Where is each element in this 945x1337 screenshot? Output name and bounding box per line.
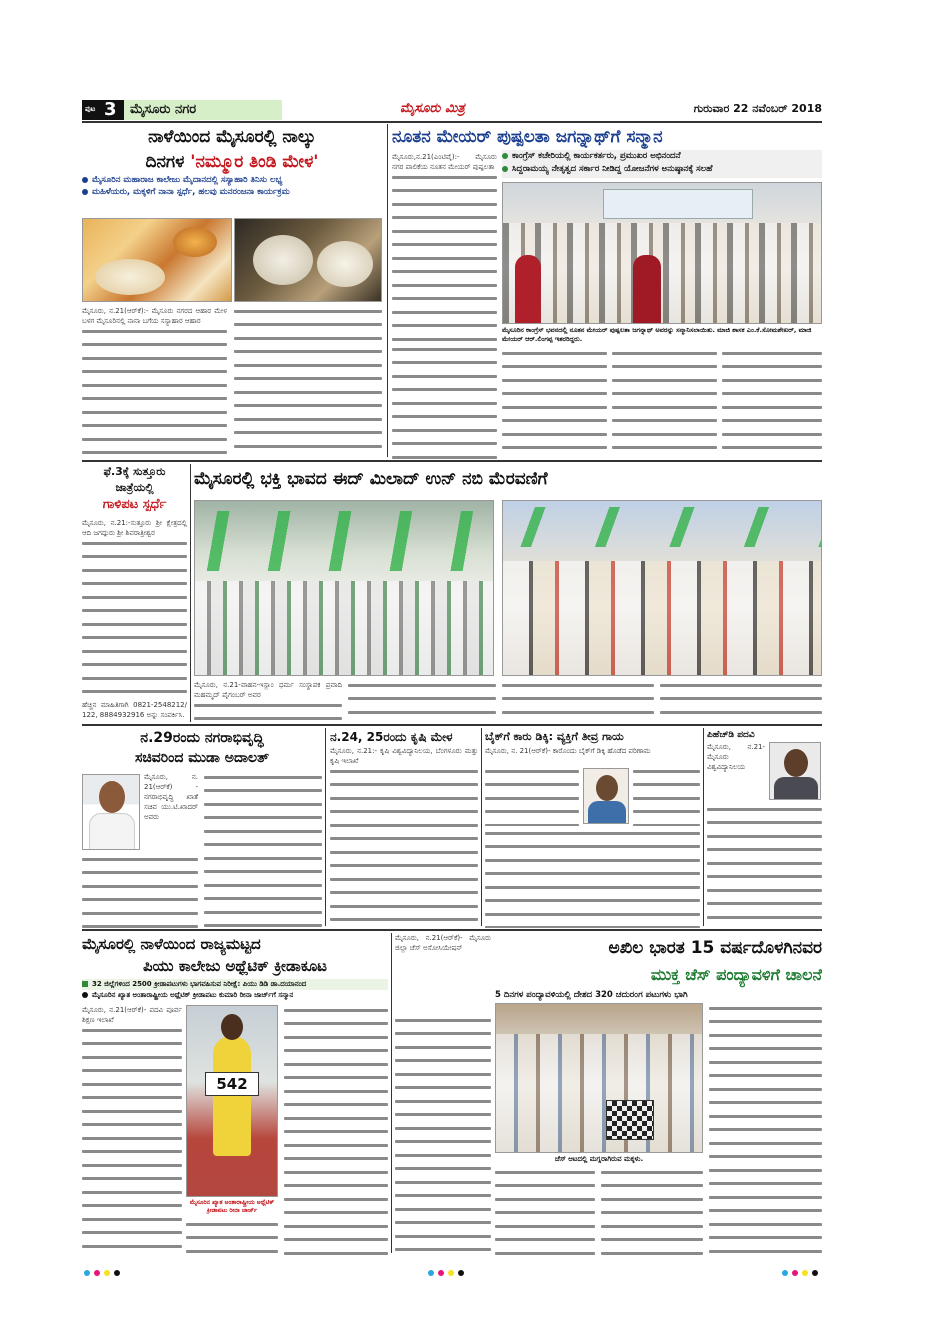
magenta-mark-icon xyxy=(438,1270,444,1276)
registration-marks-left xyxy=(84,1262,124,1270)
shirt xyxy=(89,813,135,850)
body-text-lines xyxy=(502,352,607,460)
dateline: ಮೈಸೂರು, ನ.21- ಮೈಸೂರು ವಿಶ್ವವಿದ್ಯಾನಿಲಯ xyxy=(707,743,765,771)
athlete-photo xyxy=(186,1005,278,1197)
dateline: ಮೈಸೂರು, ನ. 21(ಆರ್‌ಕೆ)- ಕಾರೊಂದು ಬೈಕ್‌ಗೆ ಡಿಕ್ಕಿ ಹೊಡೆದ ಪರಿಣಾಮ xyxy=(485,747,651,755)
cyan-mark-icon xyxy=(428,1270,434,1276)
story9-col2-bottom xyxy=(186,1219,278,1255)
bullet-2-text: ಸಿದ್ದರಾಮಯ್ಯ ನೇತೃತ್ವದ ಸರ್ಕಾರ ನೀಡಿದ್ದ ಯೋಜನೆಗಳ ಅನುಷ್ಠಾನಕ್ಕೆ ಸಲಹೆ xyxy=(512,164,713,174)
cyan-mark-icon xyxy=(782,1270,788,1276)
black-mark-icon xyxy=(458,1270,464,1276)
chess-hall-photo xyxy=(495,1003,703,1153)
story10-col2-bottom xyxy=(495,1167,595,1255)
crowd xyxy=(503,223,822,324)
story-tindi-mela xyxy=(82,124,382,459)
body-text-lines xyxy=(82,542,187,701)
column-divider xyxy=(190,464,191,722)
contact-info xyxy=(707,926,822,929)
eid-col4 xyxy=(660,680,822,722)
thali-plate-icon xyxy=(317,241,373,287)
black-mark-icon xyxy=(812,1270,818,1276)
body-text-lines xyxy=(186,1223,278,1256)
story2-col3 xyxy=(612,348,717,459)
dateline: ಮೈಸೂರು, ನ. 21(ಆರ್‌ಕೆ) - ನಗರಾಭಿವೃದ್ಧಿ ಖಾತೆ ಸಚಿವ ಯು.ಟಿ.ಖಾದರ್ ಅವರು xyxy=(144,773,198,821)
face xyxy=(596,775,618,801)
page-header xyxy=(82,100,822,122)
athlete-head xyxy=(221,1014,243,1040)
issue-date: ಗುರುವಾರ 22 ನವೆಂಬರ್ 2018 xyxy=(693,102,822,115)
body-text-lines xyxy=(82,1029,182,1256)
column-divider xyxy=(325,728,326,926)
bullet-dot-icon xyxy=(502,153,508,159)
story5-col1-right xyxy=(144,772,198,852)
victim-portrait xyxy=(583,768,629,824)
dateline: ಮೈಸೂರು, ನ.21(ಆರ್‌ಕೆ)- ಪದವಿ ಪೂರ್ವ ಶಿಕ್ಷಣ ಇಲಾಖೆ xyxy=(82,1006,182,1024)
registration-marks-center xyxy=(428,1262,468,1270)
crowd-white-caps xyxy=(195,581,494,676)
header-rule xyxy=(82,121,822,123)
yellow-mark-icon xyxy=(104,1270,110,1276)
column-divider xyxy=(703,728,704,926)
column-divider xyxy=(387,124,388,457)
plate-icon xyxy=(95,259,165,295)
story10-col4 xyxy=(709,1003,822,1255)
thali-photo-right xyxy=(234,218,382,302)
bullet-2 xyxy=(502,163,822,176)
story-krishi-mela xyxy=(330,728,478,928)
story9-col1 xyxy=(82,1005,182,1255)
bullet-dot-icon xyxy=(502,166,508,172)
bullet-1-box xyxy=(82,979,388,990)
bullet-1 xyxy=(82,174,382,186)
story8-top-text xyxy=(707,742,765,802)
shirt xyxy=(588,801,626,824)
body-text-lines xyxy=(395,1019,491,1256)
race-bib: 542 xyxy=(205,1072,259,1096)
eid-col1 xyxy=(194,680,342,722)
headline-line2: ಪಿಯು ಕಾಲೇಜು ಅಥ್ಲೆಟಿಕ್ ಕ್ರೀಡಾಕೂಟ xyxy=(143,957,327,975)
men-in-white xyxy=(503,561,822,676)
headline-line2a: ದಿನಗಳ xyxy=(145,152,185,172)
headline-line2 xyxy=(82,150,382,174)
story7-col-left xyxy=(485,766,579,826)
body-text-lines xyxy=(82,330,227,457)
dateline: ಮೈಸೂರು, ನ.21(ಆರ್‌ಕೆ):- ಮೈಸೂರು ನಗರದ ಆಹಾರ ಮೇಳ ಬಳಗ ಮೈಸೂರಿನಲ್ಲಿ ನಾನಾ ಬಗೆಯ ಸಸ್ಯಾಹಾರ ಆಹಾರ xyxy=(82,307,227,325)
eid-col3 xyxy=(502,680,654,722)
magenta-mark-icon xyxy=(94,1270,100,1276)
story-kite-contest xyxy=(82,464,187,722)
body-text-lines xyxy=(495,1171,595,1256)
minister-portrait xyxy=(82,774,140,850)
headline: ನೂತನ ಮೇಯರ್ ಪುಷ್ಪಲತಾ ಜಗನ್ನಾಥ್‌ಗೆ ಸನ್ಮಾನ xyxy=(392,127,663,147)
bullet-dot-icon xyxy=(82,177,88,183)
photo-caption: ಚೆಸ್ ಆಟದಲ್ಲಿ ಮಗ್ನರಾಗಿರುವ ಮಕ್ಕಳು. xyxy=(554,1155,644,1163)
body-text-lines xyxy=(660,684,822,723)
dateline: ಮೈಸೂರು, ನ.21:- ಕೃಷಿ ವಿಶ್ವವಿದ್ಯಾನಿಲಯ, ಬೆಂಗಳೂರು ಮತ್ತು ಕೃಷಿ ಇಲಾಖೆ xyxy=(330,747,478,765)
bowl-icon xyxy=(173,227,217,257)
body-text-lines xyxy=(82,858,198,929)
thali-plate-icon xyxy=(253,235,313,285)
page-number-tab xyxy=(82,100,124,120)
story7-body xyxy=(485,828,700,928)
headline-line1: ನ.29ರಂದು ನಗರಾಭಿವೃದ್ಧಿ xyxy=(140,730,264,746)
dignitaries-photo xyxy=(502,500,822,676)
photo-caption: ಮೈಸೂರಿನ ಕಾಂಗ್ರೆಸ್ ಭವನದಲ್ಲಿ ನೂತನ ಮೇಯರ್ ಪುಷ್ಪಲತಾ ಜಗನ್ನಾಥ್ ಅವರನ್ನು ಸನ್ಮಾನಿಸಲಾಯಿತು. ಮಾಜಿ ಶಾಸಕ ಎಂ.ಕೆ.ಸೋಮಶೇಖರ್, ಮಾಜಿ ಮೇಯರ್ ಆರ್.ಲಿಂಗಪ್ಪ ಇತರರಿದ್ದರು. xyxy=(502,326,812,343)
column-divider xyxy=(391,933,392,1253)
story10-col1 xyxy=(395,1015,491,1255)
story8-body xyxy=(707,804,822,928)
section-rule xyxy=(82,460,822,462)
bullet-2-text: ಮೈಸೂರಿನ ಖ್ಯಾತ ಅಂತಾರಾಷ್ಟ್ರೀಯ ಅಥ್ಲೆಟಿಕ್ ಕ್ರೀಡಾಪಟು ಕುಮಾರಿ ರೀನಾ ಜಾರ್ಜ್‌ಗೆ ಸನ್ಮಾನ xyxy=(92,991,294,999)
headline: ಪಿಹೆಚ್‌ಡಿ ಪದವಿ xyxy=(707,730,755,740)
headline-line1: ಮೈಸೂರಲ್ಲಿ ನಾಳೆಯಿಂದ ರಾಜ್ಯಮಟ್ಟದ xyxy=(82,935,261,953)
story2-col1 xyxy=(392,344,497,459)
headline-line2: ಜಾತ್ರೆಯಲ್ಲಿ xyxy=(115,481,154,494)
black-mark-icon xyxy=(114,1270,120,1276)
headline-line2: ಸಚಿವರಿಂದ ಮುಡಾ ಅದಾಲತ್ xyxy=(134,750,270,766)
story-phd xyxy=(707,728,822,928)
body-text-lines xyxy=(502,684,654,723)
green-flags xyxy=(503,507,822,547)
yellow-mark-icon xyxy=(448,1270,454,1276)
bullet-1-text: 32 ಜಿಲ್ಲೆಗಳಿಂದ 2500 ಕ್ರೀಡಾಪಟುಗಳು ಭಾಗವಹಿಸುವ ನಿರೀಕ್ಷೆ: ಪಿಯು ಡಿಡಿ ಡಾ.ದಯಾನಂದ xyxy=(92,980,307,988)
story2-col4 xyxy=(722,348,822,459)
story9-col3 xyxy=(284,1005,388,1255)
headline-line1: ಅಖಿಲ ಭಾರತ 15 ವರ್ಷದೊಳಗಿನವರ xyxy=(608,938,822,958)
story-pu-athletics xyxy=(82,933,388,1255)
story-muda-adalat xyxy=(82,728,322,928)
bullet-2-text: ಮಹಿಳೆಯರು, ಮಕ್ಕಳಿಗೆ ನಾನಾ ಸ್ಪರ್ಧೆ, ಹಲವು ಮನರಂಜನಾ ಕಾರ್ಯಕ್ರಮ xyxy=(92,187,290,197)
shirt xyxy=(774,777,818,800)
body-text-lines xyxy=(234,310,382,457)
story-eid-procession xyxy=(194,464,822,722)
yellow-mark-icon xyxy=(802,1270,808,1276)
eid-col2 xyxy=(348,680,496,722)
body-text-lines xyxy=(633,770,700,827)
cyan-mark-icon xyxy=(84,1270,90,1276)
page-number: 3 xyxy=(104,100,117,120)
procession-photo xyxy=(194,500,494,676)
bullet-dot-icon xyxy=(82,189,88,195)
story2-col2 xyxy=(502,348,607,459)
chess-tables xyxy=(496,1034,703,1153)
body-text-lines xyxy=(722,352,822,460)
body-text-lines xyxy=(330,770,478,929)
bullet-dot-icon xyxy=(82,992,88,998)
story-chess xyxy=(395,933,822,1255)
dateline: ಮೈಸೂರು, ನ.21-ವಾಹನ-ಇಸ್ಲಾಂ ಧರ್ಮ ಸಂಸ್ಥಾಪಕ ಪ್ರವಾದಿ ಮಹಮ್ಮದ್ ಪೈಗಂಬರ್ ಅವರ xyxy=(194,681,342,699)
bullets-box xyxy=(502,150,822,178)
photo-caption: ಮೈಸೂರಿನ ಖ್ಯಾತ ಅಂತಾರಾಷ್ಟ್ರೀಯ ಅಥ್ಲೆಟಿಕ್ ಕ್ರೀಡಾಪಟು ರೀನಾ ಜಾರ್ಜ್ xyxy=(189,1199,275,1214)
body-text-lines xyxy=(485,832,700,929)
green-flags xyxy=(195,511,494,571)
body-text-lines xyxy=(392,176,497,343)
mayor-group-photo xyxy=(502,182,822,324)
contact-info: ಹೆಚ್ಚಿನ ಮಾಹಿತಿಗಾಗಿ 0821-2548212/ 122, 8884932916 ಅನ್ನು ಸಂಪರ್ಕಿಸಿ. xyxy=(82,701,187,719)
headline-line1: ಫೆ.3ಕ್ಕೆ ಸುತ್ತೂರು xyxy=(103,465,166,478)
body-text-lines xyxy=(392,348,497,460)
headline: ಮೈಸೂರಲ್ಲಿ ಭಕ್ತಿ ಭಾವದ ಈದ್ ಮಿಲಾದ್ ಉನ್ ನಬಿ ಮೆರವಣಿಗೆ xyxy=(194,469,548,489)
magenta-mark-icon xyxy=(792,1270,798,1276)
headline-line1: ನಾಳೆಯಿಂದ ಮೈಸೂರಲ್ಲಿ ನಾಲ್ಕು xyxy=(148,127,316,147)
headline-line3: ಗಾಳಿಪಟ ಸ್ಪರ್ಧೆ xyxy=(102,497,167,512)
dateline: ಮೈಸೂರು,ನ.21(ಎಂಟಿವೈ):- ಮೈಸೂರು ನಗರ ಪಾಲಿಕೆಯ ನೂತನ ಮೇಯರ್ ಪುಷ್ಪಲತಾ xyxy=(392,153,497,171)
story7-col-right xyxy=(633,766,700,826)
face xyxy=(784,749,808,777)
page-label: ಪುಟ xyxy=(85,105,96,113)
story-bike-accident xyxy=(485,728,700,928)
headline-line2: ಮುಕ್ತ ಚೆಸ್ ಪಂದ್ಯಾವಳಿಗೆ ಚಾಲನೆ xyxy=(650,965,822,984)
body-text-lines xyxy=(284,1009,388,1256)
bullet-1-text: ಕಾಂಗ್ರೆಸ್ ಕಚೇರಿಯಲ್ಲಿ ಕಾರ್ಯಕರ್ತರು, ಪ್ರಮುಖರ ಅಭಿನಂದನೆ xyxy=(512,151,681,161)
snacks-photo-left xyxy=(82,218,232,302)
face xyxy=(99,781,125,813)
body-text-lines xyxy=(709,1007,822,1256)
story10-col3-bottom xyxy=(601,1167,703,1255)
story1-col2 xyxy=(234,306,382,456)
bullet-1-text: ಮೈಸೂರಿನ ಮಹಾರಾಜ ಕಾಲೇಜು ಮೈದಾನದಲ್ಲಿ ಸಸ್ಯಾಹಾರಿ ತಿನಿಸು ಲಭ್ಯ xyxy=(92,175,283,185)
headline-line2b: 'ನಮ್ಮೂರ ತಿಂಡಿ ಮೇಳ' xyxy=(190,152,319,172)
bullet-2-box xyxy=(82,990,388,1001)
section-rule xyxy=(82,929,822,931)
athlete-figure xyxy=(213,1036,251,1156)
body-text-lines xyxy=(707,808,822,926)
body-text-lines xyxy=(612,352,717,460)
bullet-1 xyxy=(502,150,822,163)
section-rule xyxy=(82,724,822,726)
body-text-lines xyxy=(194,704,342,723)
subhead: 5 ದಿನಗಳ ಪಂದ್ಯಾವಳಿಯಲ್ಲಿ ದೇಶದ 320 ಚದುರಂಗ ಪಟುಗಳು ಭಾಗಿ xyxy=(495,990,688,1000)
dateline: ಮೈಸೂರು, ನ.21:-ಸುತ್ತೂರು ಶ್ರೀ ಕ್ಷೇತ್ರದಲ್ಲಿ ಆದಿ ಜಗದ್ಗುರು ಶ್ರೀ ಶಿವರಾತ್ರೀಶ್ವರ xyxy=(82,519,187,537)
body-text-lines xyxy=(348,684,496,723)
story5-col1-bottom xyxy=(82,854,198,928)
masthead: ಮೈಸೂರು ಮಿತ್ರ xyxy=(400,101,465,116)
story2-col-top xyxy=(392,152,497,342)
banner xyxy=(603,189,753,219)
headline: ಬೈಕ್‌ಗೆ ಕಾರು ಡಿಕ್ಕಿ: ವ್ಯಕ್ತಿಗೆ ತೀವ್ರ ಗಾಯ xyxy=(485,730,624,743)
body-text-lines xyxy=(485,770,579,827)
story-mayor xyxy=(392,124,822,459)
woman-in-red-saree xyxy=(633,255,661,324)
scholar-portrait xyxy=(769,742,821,800)
story1-col1 xyxy=(82,306,227,456)
body-text-lines xyxy=(204,776,322,929)
headline: ನ.24, 25ರಂದು ಕೃಷಿ ಮೇಳ xyxy=(330,730,453,744)
story5-col2 xyxy=(204,772,322,928)
chessboard-icon xyxy=(606,1100,654,1140)
dateline: ಮೈಸೂರು, ನ.21(ಆರ್‌ಕೆ)- ಮೈಸೂರು ಜಿಲ್ಲಾ ಚೆಸ್ ಅಸೋಸಿಯೇಷನ್ xyxy=(395,934,491,952)
woman-in-red-saree xyxy=(515,255,541,324)
column-divider xyxy=(481,728,482,926)
registration-marks-right xyxy=(782,1262,822,1270)
bullet-2 xyxy=(82,186,382,198)
body-text-lines xyxy=(601,1171,703,1256)
bullet-square-icon xyxy=(82,981,88,987)
section-title: ಮೈಸೂರು ನಗರ xyxy=(124,100,282,120)
